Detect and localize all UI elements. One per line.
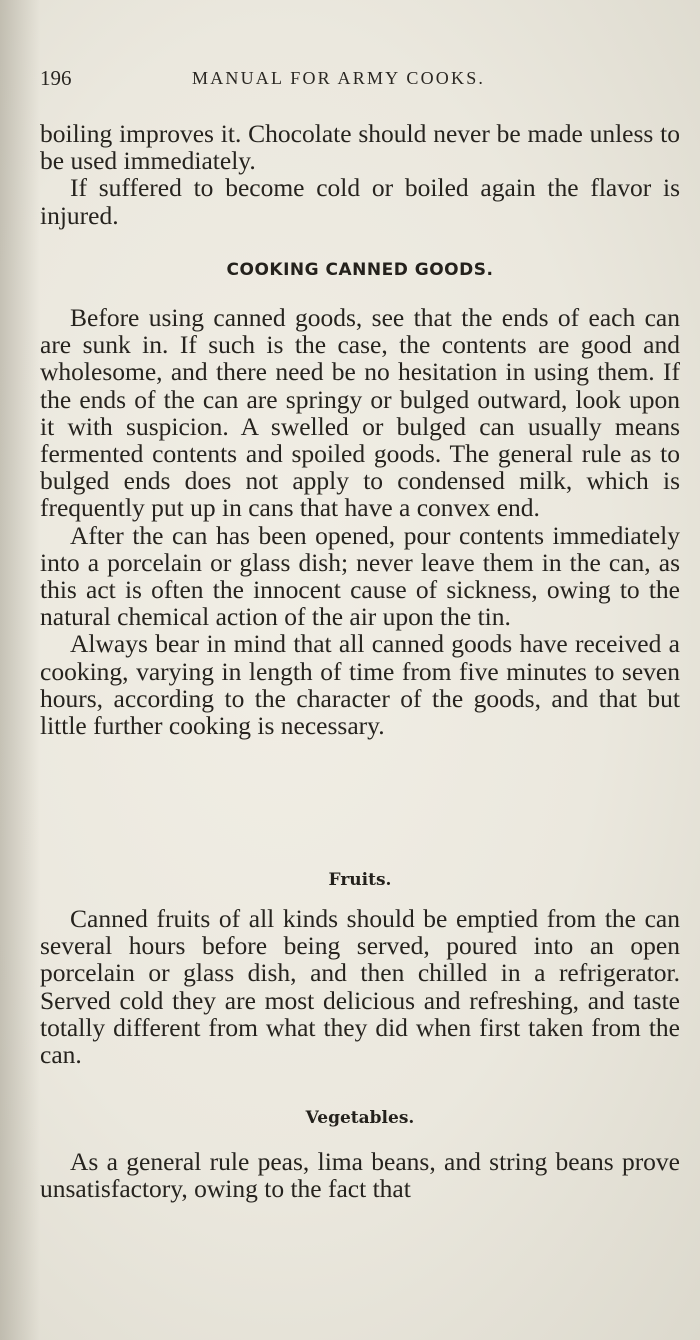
running-title: MANUAL FOR ARMY COOKS. <box>192 68 486 88</box>
page-number: 196 <box>40 66 72 90</box>
intro-paragraph-1: boiling improves it. Chocolate should never be made unless to be used immediately. <box>40 119 680 176</box>
page-header <box>40 66 680 96</box>
vegetables-text <box>40 1148 680 1202</box>
fruits-text <box>40 905 680 1068</box>
intro-paragraph-2: If suffered to become cold or boiled again the flavor is injured. <box>40 173 680 230</box>
fruits-paragraph-1: Canned fruits of all kinds should be emptied from the can several hours before being served, poured into an open porcelain or glass dish, and then chilled in a refrigerator. Served cold they are most delicious and refreshing, and taste totally different from what they did when first taken from the can. <box>40 904 680 1070</box>
canned-paragraph-2: After the can has been opened, pour contents immediately into a porcelain or glass dish; never leave them in the can, as this act is often the innocent cause of sickness, owing to the natural chemical action of the air upon the tin. <box>40 520 680 632</box>
canned-paragraph-1: Before using canned goods, see that the ends of each can are sunk in. If such is the case, the contents are good and wholesome, and there need be no hesitation in using them. If the ends of the can are springy or bulged outward, look upon it with suspicion. A swelled or bulged can usually means fermented contents and spoiled goods. The general rule as to bulged ends does not apply to condensed milk, which is frequently put up in cans that have a convex end. <box>40 303 680 523</box>
gutter-shadow <box>0 0 40 1340</box>
section-heading-canned-goods: COOKING CANNED GOODS. <box>226 260 494 280</box>
section-heading-fruits: Fruits. <box>328 870 392 890</box>
vegetables-paragraph-1: As a general rule peas, lima beans, and string beans prove unsatisfactory, owing to the fact that <box>40 1147 680 1204</box>
canned-paragraph-3: Always bear in mind that all canned goods have received a cooking, varying in length of time from five minutes to seven hours, according to the character of the goods, and that but little further cooking is necessary. <box>40 629 680 741</box>
canned-goods-text <box>40 304 680 739</box>
section-heading-vegetables: Vegetables. <box>305 1108 415 1128</box>
intro-text <box>40 120 680 229</box>
